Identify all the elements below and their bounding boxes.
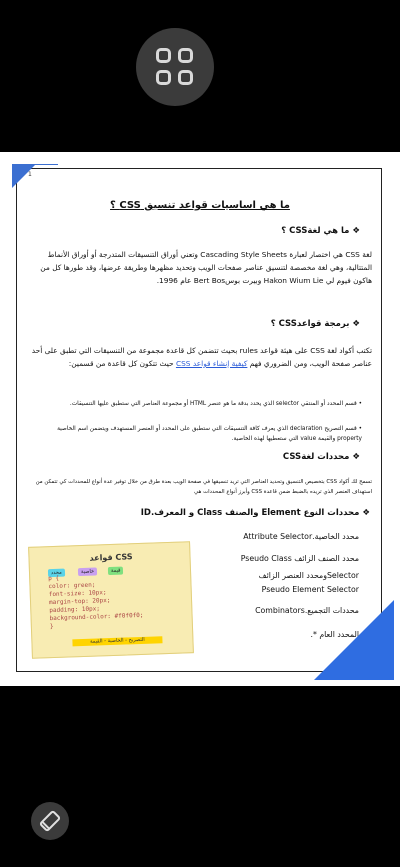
corner-decoration-top (12, 164, 36, 188)
value-tag: قيمة (108, 567, 124, 576)
illustration-footer: التصريح - الخاصية - القيمة (72, 636, 162, 646)
section1-body: لغة CSS هي اختصار لعبارة Cascading Style Sheets وتعني أوراق التنسيقات المتدرجة أو أوراق الأنماط المتتالية، وهي لغة مخصصة لتنسيق عناصر صفحات الويب وتحديد مظهرها وطريقة عرضها، وقد طورها كل من هاكون فيوم لي Hakon Wium Lie وبيرت بوسBert Bos عام 1996. (40, 250, 372, 285)
page-title: ما هي اساسيات قواعد تنسيق CSS ؟ (110, 200, 290, 211)
list-item: محدد الخاصية.Attribute Selector (243, 532, 359, 541)
css-rules-link[interactable]: كيفية إنشاء قواعد CSS (175, 359, 248, 368)
code-line: color: green; (48, 581, 96, 591)
edit-icon (31, 802, 69, 840)
illustration-title: قواعد CSS (89, 552, 133, 563)
section2-heading: ❖ برمجة قواعدCSS ؟ (270, 319, 360, 329)
corner-line-top (12, 164, 58, 165)
section2-body-text: تكتب أكواد لغة CSS على هيئة قواعد rules بحيث تتضمن كل قاعدة مجموعة من التنسيقات التي تطبق على أحد عناصر صفحة الويب، ومن الضروري فهم (31, 346, 372, 368)
code-line: font-size: 10px; (48, 589, 107, 599)
code-snippet (48, 572, 144, 631)
property-tag: خاصية (78, 567, 97, 576)
list-item: Selectorومحدد العنصر الزائف (258, 571, 359, 580)
css-rules-illustration (28, 541, 194, 659)
section2-body-text-end: حيث تتكون كل قاعدة من قسمين: (68, 359, 176, 368)
list-item: • قسم التصريح declaration الذي يعرف كافة التنسيقات التي ستطبق على المحدد أو العنصر المستهدف ويتضمن اسم الخاصية property والقيمة value التي ستعطيها لهذه الخاصية. (57, 426, 362, 442)
section1-heading: ❖ ما هي لغةCSS ؟ (281, 226, 360, 236)
list-item: محددات التجميع.Combinators (255, 606, 359, 615)
code-line: padding: 10px; (49, 605, 101, 615)
section2-body (26, 344, 372, 370)
section4-heading: ❖ محددات النوع Element والصنف Class و المعرف.ID (140, 508, 370, 518)
page-number: 1 (28, 171, 32, 178)
section3-heading: ❖ محددات لغةCSS (282, 452, 360, 462)
selector-tag: محدد (48, 569, 65, 578)
code-line: p { (48, 574, 60, 583)
list-item: محدد الصنف الزائف Pseudo Class (240, 554, 359, 563)
section3-body: تسمح لك أكواد CSS بتخصيص التنسيق وتحديد العناصر التي تريد تنسيقها في صفحة الويب بعدة طرق من خلال توفير عدة أنواع للمحددات كي تتمكن من استهداف العنصر الذي تريده بالضبط ضمن قاعدة CSS وأبرز أنواع المحددات هي (35, 479, 372, 495)
code-line: background-color: #f0f0f0; (49, 611, 144, 623)
edit-button[interactable] (31, 802, 69, 840)
corner-decoration-bottom (314, 600, 394, 680)
list-item: Pseudo Element Selector (261, 585, 359, 594)
list-item: • قسم المحدد أو المنتقي selector الذي يحدد بدقة ما هو عنصر HTML أو مجموعة العناصر التي ستطبق عليها التنسيقات. (69, 401, 362, 407)
bullet-declaration: قسم التصريح declaration الذي يعرف كافة التنسيقات التي ستطبق على المحدد أو العنصر المستهدف ويتضمن اسم الخاصية property والقيمة value التي ستعطيها لهذه الخاصية. (57, 426, 362, 442)
code-line: } (49, 623, 54, 631)
grid-menu-button[interactable] (136, 28, 214, 106)
bullet-selector: قسم المحدد أو المنتقي selector الذي يحدد بدقة ما هو عنصر HTML أو مجموعة العناصر التي ستطبق عليها التنسيقات. (69, 401, 357, 407)
list-item: المحدد العام *. (310, 630, 359, 639)
document-page (0, 152, 400, 686)
code-line: margin-top: 20px; (48, 597, 111, 607)
